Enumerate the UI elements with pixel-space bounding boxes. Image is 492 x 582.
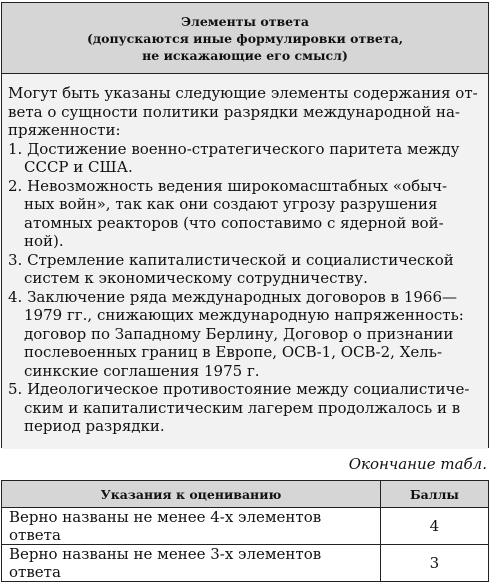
intro-line: Могут быть указаны следующие элементы содержания от- <box>8 84 478 102</box>
score-cell: 4 <box>380 508 488 545</box>
item-line: синкские соглашения 1975 г. <box>24 361 260 380</box>
intro-line: вета о сущности политики разрядки международной на- <box>8 102 460 121</box>
table-continuation-note: Окончание табл. <box>348 455 487 473</box>
item-line: атомных реакторов (что сопоставимо с ядерной вой- <box>24 213 444 232</box>
item-line: период разрядки. <box>24 417 165 435</box>
table-row <box>2 545 489 582</box>
scoring-header-row <box>2 481 489 508</box>
answer-elements-header <box>2 3 488 74</box>
criteria-column-header: Указания к оцениванию <box>2 481 381 508</box>
item-line: договор по Западному Берлину, Договор о признании <box>24 324 454 343</box>
item-line: 4. Заключение ряда международных договоров в 1966— <box>8 287 458 306</box>
header-line-3: не искажающие его смысл) <box>142 47 348 63</box>
score-column-header: Баллы <box>380 481 488 508</box>
item-line: СССР и США. <box>24 158 133 176</box>
item-line: послевоенных границ в Европе, ОСВ-1, ОСВ-2, Хель- <box>24 343 443 361</box>
answer-item-1 <box>8 140 482 177</box>
item-line: 5. Идеологическое противостояние между социалистиче- <box>8 380 470 398</box>
criteria-cell: Верно названы не менее 4-х элементов ответа <box>2 508 381 545</box>
header-line-2: (допускаются иные формулировки ответа, <box>86 30 404 46</box>
item-line: 1979 гг., снижающих международную напряженность: <box>24 306 464 324</box>
answer-item-4 <box>8 288 482 381</box>
item-line: 2. Невозможность ведения широкомасштабных «обыч- <box>8 176 448 195</box>
item-line: ных войн», так как они создают угрозу разрушения <box>24 195 438 213</box>
item-line: ной). <box>24 232 64 250</box>
answer-elements-table <box>1 2 489 448</box>
scoring-table <box>1 480 489 582</box>
item-line: 1. Достижение военно-стратегического паритета между <box>8 139 460 158</box>
intro-line: пряженности: <box>8 121 121 139</box>
answer-item-2 <box>8 177 482 251</box>
answer-item-3 <box>8 251 482 288</box>
answer-item-5 <box>8 380 482 436</box>
criteria-cell: Верно названы не менее 3-х элементов ответа <box>2 545 381 582</box>
score-cell: 3 <box>380 545 488 582</box>
item-line: ским и капиталистическим лагерем продолжалось и в <box>24 398 461 417</box>
item-line: 3. Стремление капиталистической и социалистической <box>8 250 454 269</box>
header-line-1: Элементы ответа <box>181 13 309 29</box>
table-row <box>2 508 489 545</box>
answer-elements-body <box>2 74 488 449</box>
item-line: систем к экономическому сотрудничеству. <box>24 269 368 287</box>
